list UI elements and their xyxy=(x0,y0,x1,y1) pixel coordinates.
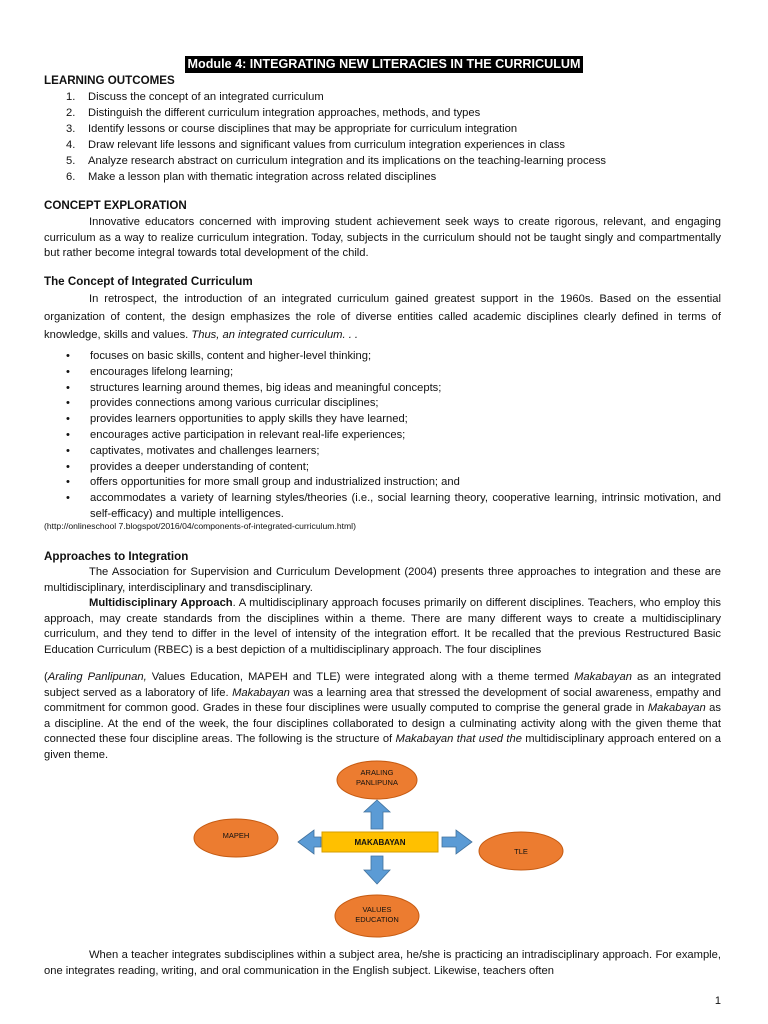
multidisciplinary-paragraph: Multidisciplinary Approach. A multidisciplinary approach focuses primarily on different disciplines. Teachers, who employ this approach, may create standards from the disciplines within a theme. There are many different ways to create a multidisciplinary curriculum, and they tend to differ in the level of intensity of the integration effort. It be recalled that the previous Restructured Basic Education Curriculum (RBEC) is a best depiction of a multidisciplinary approach. The four disciplines xyxy=(44,597,721,656)
label-panlipuna: PANLIPUNA xyxy=(356,778,398,787)
page-number: 1 xyxy=(714,995,721,1007)
approaches-intro: The Association for Supervision and Curriculum Development (2004) presents three approaches to integration and these are multidisciplinary, interdisciplinary and transdisciplinary. xyxy=(44,566,721,594)
source-citation: (http://onlineschool 7.blogspot/2016/04/components-of-integrated-curriculum.html) xyxy=(44,521,356,531)
up-arrow-icon xyxy=(364,800,390,829)
label-values: VALUES xyxy=(362,905,392,914)
integrated-curriculum-heading: The Concept of Integrated Curriculum xyxy=(44,275,253,288)
right-arrow-icon xyxy=(442,830,472,854)
approaches-heading: Approaches to Integration xyxy=(44,550,189,563)
list-item: 2. Distinguish the different curriculum integration approaches, methods, and types xyxy=(66,107,481,119)
list-item: 3. Identify lessons or course disciplines that may be appropriate for curriculum integration xyxy=(66,123,518,135)
label-education: EDUCATION xyxy=(355,915,399,924)
label-makabayan: MAKABAYAN xyxy=(354,838,406,847)
concept-exploration-heading: CONCEPT EXPLORATION xyxy=(44,199,187,212)
list-item: • provides connections among various curricular disciplines; xyxy=(66,396,721,412)
module-title: Module 4: INTEGRATING NEW LITERACIES IN THE CURRICULUM xyxy=(185,56,584,73)
closing-paragraph: When a teacher integrates subdisciplines within a subject area, he/she is practicing an intradisciplinary approach. For example, one integrates reading, writing, and oral communication in the English subject. Likewise, teachers often xyxy=(44,949,721,977)
concept-exploration-paragraph: Innovative educators concerned with improving student achievement seek ways to create rigorous, relevant, and engaging curriculum as a way to realize curriculum integration. Today, subjects in the curriculum should not be taught singly and compartmentally but rather become integral towards total development of the child. xyxy=(44,216,721,259)
list-item: • encourages active participation in relevant real-life experiences; xyxy=(66,428,721,444)
list-item: • captivates, motivates and challenges learners; xyxy=(66,444,721,460)
list-item: 6. Make a lesson plan with thematic integration across related disciplines xyxy=(66,171,437,183)
down-arrow-icon xyxy=(364,856,390,884)
label-tle: TLE xyxy=(514,847,528,856)
list-item: 4. Draw relevant life lessons and significant values from curriculum integration experiences in class xyxy=(66,139,565,151)
list-item: 5. Analyze research abstract on curriculum integration and its implications on the teaching-learning process xyxy=(66,155,607,167)
list-item: • offers opportunities for more small group and industrialized instruction; and xyxy=(66,475,721,491)
list-item: • structures learning around themes, big ideas and meaningful concepts; xyxy=(66,381,721,397)
label-mapeh: MAPEH xyxy=(222,831,250,840)
learning-outcomes-heading: LEARNING OUTCOMES xyxy=(44,74,175,87)
makabayan-paragraph: (Araling Panlipunan, Values Education, MAPEH and TLE) were integrated along with a theme termed Makabayan as an integrated subject served as a laboratory of life. Makabayan was a learning area that stressed the development of social awareness, empathy and commitment for common good. Grades in these four disciplines were usually computed to comprise the general grade in Makabayan as a discipline. At the end of the week, the four disciplines collaborated to design a culminating activity along with the given theme that connected these four discipline areas. The following is the structure of Makabayan that used the multidisciplinary approach entered on a given theme. xyxy=(44,671,722,761)
integrated-curriculum-paragraph: In retrospect, the introduction of an integrated curriculum gained greatest support in the 1960s. Based on the essential organization of content, the design emphasizes the role of diverse entities called academic disciplines clearly defined in terms of knowledge, skills and values. Thus, an integrated curriculum. . . xyxy=(44,293,721,341)
label-araling: ARALING xyxy=(360,768,394,777)
left-arrow-icon xyxy=(298,830,321,854)
list-item: • provides learners opportunities to apply skills they have learned; xyxy=(66,412,721,428)
list-item: • focuses on basic skills, content and higher-level thinking; xyxy=(66,349,721,365)
list-item: • encourages lifelong learning; xyxy=(66,365,721,381)
list-item: • provides a deeper understanding of content; xyxy=(66,460,721,476)
list-item: • accommodates a variety of learning styles/theories (i.e., social learning theory, cooperative learning, intrinsic motivation, and self-efficacy) and multiple intelligences. xyxy=(66,491,721,523)
list-item: 1. Discuss the concept of an integrated curriculum xyxy=(66,91,324,103)
